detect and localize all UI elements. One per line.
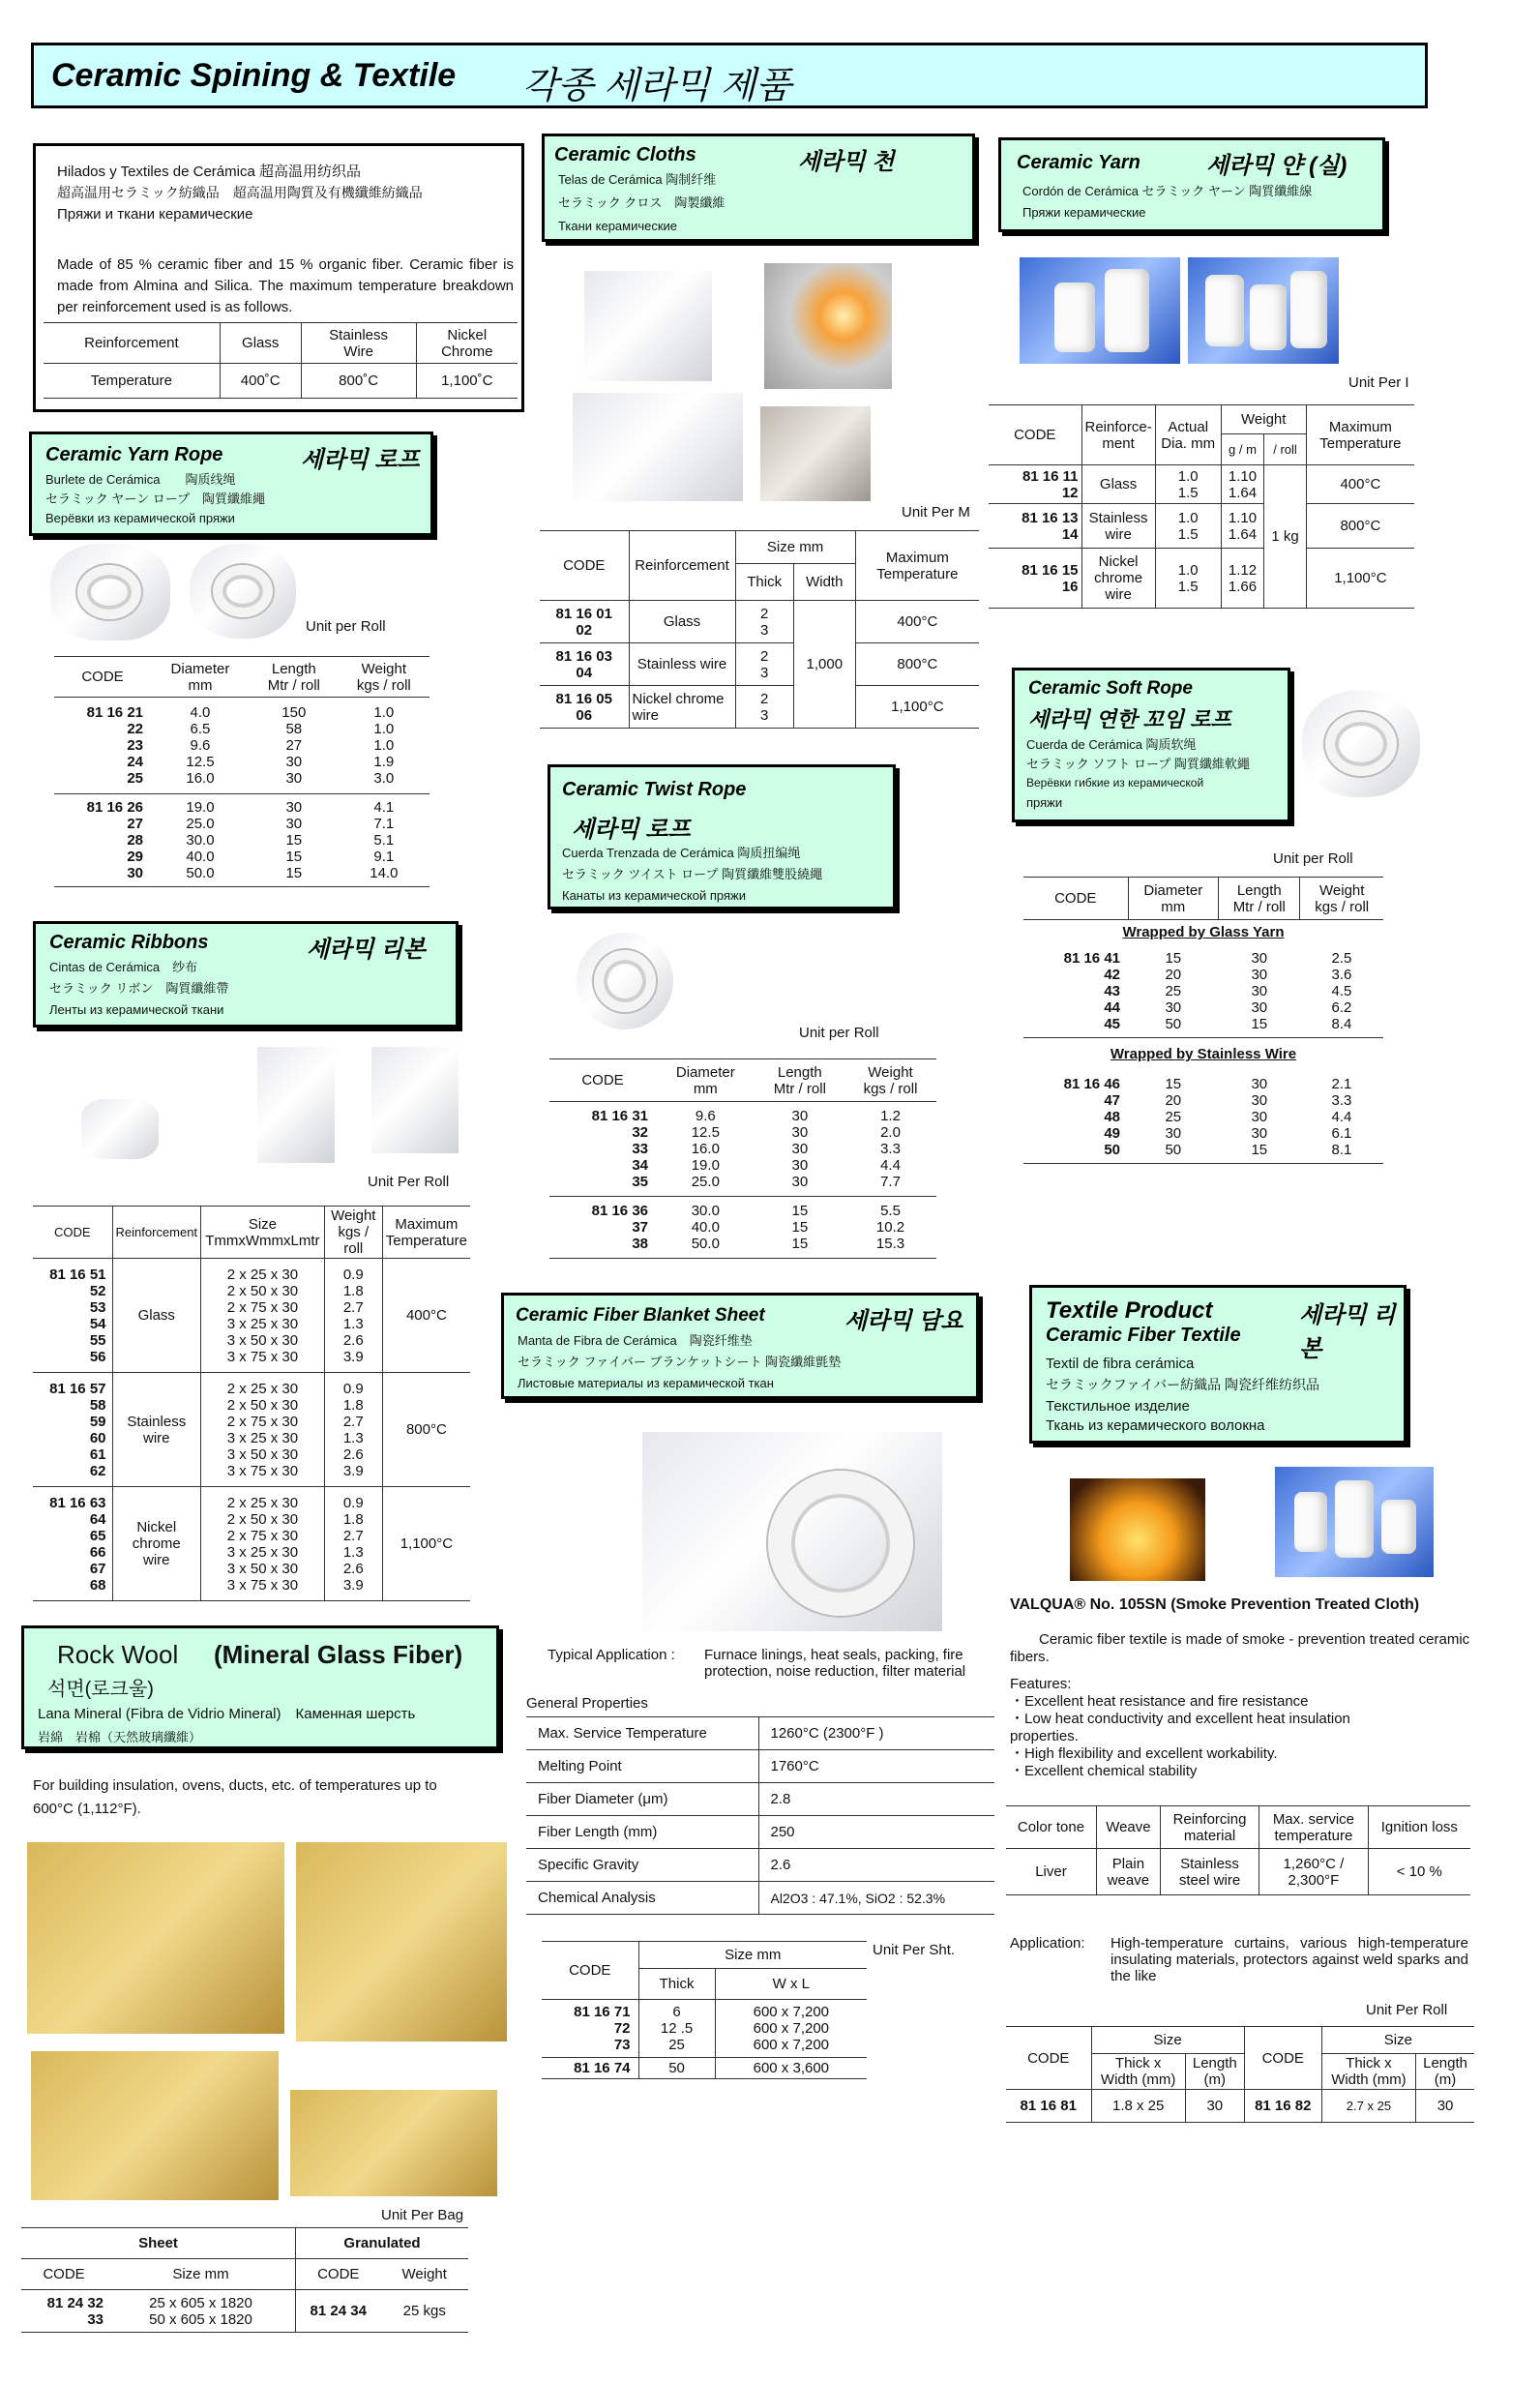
textile-feature-3: ・High flexibility and excellent workability. (1010, 1745, 1278, 1762)
th: g / m (1221, 434, 1264, 465)
td: 15 15 15 (755, 1197, 844, 1259)
td: 2.1 3.3 4.4 6.1 8.1 (1300, 1071, 1383, 1164)
blanket-typical-label: Typical Application : (548, 1647, 675, 1663)
td: 4.1 7.1 5.1 9.1 14.0 (339, 794, 429, 887)
blanket-size-table (542, 1941, 867, 2079)
td: 81 16 15 16 (989, 549, 1081, 609)
td: Specific Gravity (526, 1849, 758, 1882)
th: Length Mtr / roll (755, 1059, 844, 1102)
rock-wool-table (21, 2227, 468, 2333)
td: 1.0 1.5 (1155, 549, 1221, 609)
textile-subtitle-en: Ceramic Fiber Textile (1046, 1325, 1241, 1346)
td: 30 30 30 30 30 (755, 1102, 844, 1197)
td: Liver (1006, 1849, 1096, 1895)
blanket-title-ko: 세라믹 담요 (844, 1308, 963, 1334)
yarn-rope-line-3: Верёвки из керамической пряжи (45, 511, 235, 525)
th: Weight kgs / roll (1300, 878, 1383, 920)
cloths-line-1: Telas de Cerámica 陶制纤维 (558, 172, 717, 187)
rock-wool-title-en: Rock Wool (57, 1640, 179, 1669)
td: 1.0 1.5 (1155, 504, 1221, 549)
textile-photo-fire (1070, 1478, 1205, 1581)
soft-rope-line-2: セラミック ソフト ロープ 陶質纖維軟繩 (1026, 757, 1250, 771)
textile-feature-2-text: Low heat conductivity and excellent heat insulation properties. (1010, 1711, 1350, 1744)
td: 81 24 32 33 (21, 2290, 106, 2333)
td: 1,100°C (1306, 549, 1414, 609)
ribbons-photo-2 (257, 1047, 335, 1163)
yarn-unit: Unit Per I (1348, 374, 1409, 391)
td: 1.10 1.64 (1221, 465, 1264, 504)
twist-rope-table (549, 1058, 936, 1259)
td: 5.5 10.2 15.3 (844, 1197, 936, 1259)
textile-title-ko: 세라믹 리본 (1299, 1302, 1396, 1362)
td: 19.0 25.0 30.0 40.0 50.0 (151, 794, 250, 887)
td: 1,100°C (855, 686, 979, 729)
td: 1.2 2.0 3.3 4.4 7.7 (844, 1102, 936, 1197)
td: Nickel chrome wire (112, 1487, 201, 1601)
td: 30 30 15 15 15 (250, 794, 339, 887)
th: CODE (542, 1942, 638, 2000)
th: Size (1091, 2027, 1244, 2054)
cloths-line-3: Ткани керамические (558, 219, 678, 233)
rock-wool-title-paren: (Mineral Glass Fiber) (214, 1640, 463, 1669)
td: 1.10 1.64 (1221, 504, 1264, 549)
td: 0.9 1.8 2.7 1.3 2.6 3.9 (324, 1487, 382, 1601)
cloths-photo-2 (764, 263, 892, 389)
soft-rope-line-4: пряжи (1026, 795, 1063, 810)
td: Nickel chrome wire (1081, 549, 1155, 609)
td: Melting Point (526, 1750, 758, 1783)
th: CODE (540, 531, 629, 601)
td: 1 kg (1264, 465, 1307, 609)
td: Wrapped by Glass Yarn (1023, 920, 1383, 945)
td: 800°C (382, 1373, 470, 1487)
td: 81 16 51 52 53 54 55 56 (33, 1259, 112, 1373)
td: Fiber Length (mm) (526, 1816, 758, 1849)
td: 30 (1185, 2090, 1244, 2123)
th: Length (m) (1416, 2054, 1474, 2090)
textile-unit: Unit Per Roll (1366, 2002, 1448, 2018)
td: 0.9 1.8 2.7 1.3 2.6 3.9 (324, 1259, 382, 1373)
th: CODE (21, 2259, 106, 2290)
th: Diameter mm (151, 657, 250, 698)
page-header (31, 43, 1428, 108)
ribbons-table (33, 1206, 470, 1601)
cell: Glass (220, 323, 301, 364)
th: Ignition loss (1368, 1806, 1470, 1849)
ribbons-unit: Unit Per Roll (368, 1174, 450, 1190)
soft-rope-title-ko: 세라믹 연한 꼬임 로프 (1028, 707, 1231, 731)
td: < 10 % (1368, 1849, 1470, 1895)
blanket-unit: Unit Per Sht. (873, 1942, 956, 1958)
td: 2 x 25 x 30 2 x 50 x 30 2 x 75 x 30 3 x 25 x 30 3 x 50 x 30 3 x 75 x 30 (201, 1259, 325, 1373)
cell: 800˚C (301, 364, 416, 399)
th: W x L (715, 1969, 867, 2000)
td: Plain weave (1096, 1849, 1160, 1895)
th: Reinforcement (112, 1207, 201, 1259)
twist-rope-line-2: セラミック ツイスト ロープ 陶質纖維雙股繞繩 (562, 867, 823, 881)
td: Glass (112, 1259, 201, 1373)
yarn-photo-1 (1020, 257, 1180, 364)
td: 50 (638, 2058, 715, 2079)
yarn-rope-title-en: Ceramic Yarn Rope (45, 444, 223, 465)
td: 4.0 6.5 9.6 12.5 16.0 (151, 698, 250, 794)
blanket-photo (642, 1432, 942, 1631)
td: 30 30 30 30 15 (1219, 945, 1300, 1038)
cell: Stainless Wire (301, 323, 416, 364)
th: Max. service temperature (1259, 1806, 1369, 1849)
textile-features-label: Features: (1010, 1676, 1072, 1692)
textile-feature-1: ・Excellent heat resistance and fire resistance (1010, 1693, 1309, 1710)
soft-rope-line-3: Верёвки гибкие из керамической (1026, 776, 1204, 790)
th: Reinforcement (629, 531, 735, 601)
td: 600 x 7,200 600 x 7,200 600 x 7,200 (715, 2000, 867, 2058)
th: Sheet (21, 2228, 296, 2259)
textile-line-2: セラミックファイバー紡織品 陶瓷纤维纺织品 (1046, 1377, 1320, 1392)
rock-wool-title-box (21, 1625, 499, 1749)
td: 2 3 (735, 601, 793, 643)
td: 30 30 30 30 15 (1219, 1071, 1300, 1164)
td: 400°C (1306, 465, 1414, 504)
th: CODE (989, 405, 1081, 465)
ribbons-title-ko: 세라믹 리본 (307, 937, 426, 963)
th: Size (1321, 2027, 1474, 2054)
textile-feature-2: ・Low heat conductivity and excellent heat insulation properties. (1010, 1711, 1350, 1744)
td: 2 x 25 x 30 2 x 50 x 30 2 x 75 x 30 3 x 25 x 30 3 x 50 x 30 3 x 75 x 30 (201, 1487, 325, 1601)
td: 25 kgs (381, 2290, 469, 2333)
th: Weight kgs / roll (844, 1059, 936, 1102)
td: 15 20 25 30 50 (1128, 945, 1219, 1038)
ribbons-line-2: セラミック リボン 陶質纖維帶 (49, 981, 229, 996)
td: 150 58 27 30 30 (250, 698, 339, 794)
header-title-en: Ceramic Spining & Textile (51, 57, 457, 94)
rock-wool-photo-4 (290, 2090, 497, 2196)
cell: 1,100˚C (416, 364, 518, 399)
header-title-ko: 각종 세라믹 제품 (522, 66, 792, 106)
td: 6 12 .5 25 (638, 2000, 715, 2058)
td: 30.0 40.0 50.0 (656, 1197, 755, 1259)
th: Size TmmxWmmxLmtr (201, 1207, 325, 1259)
td: 81 16 41 42 43 44 45 (1023, 945, 1128, 1038)
blanket-props-table (526, 1716, 994, 1915)
soft-rope-title-box (1012, 668, 1290, 822)
td: 800°C (1306, 504, 1414, 549)
th: CODE (1244, 2027, 1321, 2090)
td: 30 (1416, 2090, 1474, 2123)
td: 81 16 01 02 (540, 601, 629, 643)
cell: Nickel Chrome (416, 323, 518, 364)
td: 2 3 (735, 686, 793, 729)
textile-feature-4-text: Excellent chemical stability (1024, 1763, 1198, 1779)
intro-description: Made of 85 % ceramic fiber and 15 % organic fiber. Ceramic fiber is made from Almina and Silica. The maximum temperature breakdown per reinforcement used is as follows. (57, 256, 514, 315)
td: 81 16 21 22 23 24 25 (54, 698, 151, 794)
td: Nickel chrome wire (629, 686, 735, 729)
td: 1.0 1.5 (1155, 465, 1221, 504)
th: Length Mtr / roll (1219, 878, 1300, 920)
rock-wool-unit: Unit Per Bag (381, 2207, 464, 2223)
td: 1.8 x 25 (1091, 2090, 1185, 2123)
twist-rope-photo (577, 933, 673, 1029)
yarn-title-ko: 세라믹 얀 (실) (1206, 153, 1348, 179)
intro-line-1: Hilados y Textiles de Cerámica 超高温用纺织品 (57, 164, 361, 180)
soft-rope-table (1023, 877, 1383, 1164)
th: Thick x Width (mm) (1321, 2054, 1415, 2090)
th: Thick x Width (mm) (1091, 2054, 1185, 2090)
td: 1.12 1.66 (1221, 549, 1264, 609)
td: 81 16 11 12 (989, 465, 1081, 504)
rock-wool-photo-1 (27, 1842, 284, 2034)
intro-line-2: 超高温用セラミック紡織品 超高温用陶質及有機纖維紡織品 (57, 185, 423, 200)
cloths-title-ko: 세라믹 천 (798, 149, 895, 175)
textile-title-en: Textile Product (1046, 1297, 1213, 1324)
td: 1760°C (758, 1750, 994, 1783)
th: Maximum Temperature (855, 531, 979, 601)
rock-wool-photo-3 (31, 2051, 279, 2200)
td: 81 16 81 (1006, 2090, 1091, 2123)
td: 1260°C (2300°F ) (758, 1717, 994, 1750)
intro-temp-table (44, 322, 518, 399)
td: 1,000 (793, 601, 855, 729)
yarn-title-box (998, 137, 1385, 232)
soft-rope-photo (1302, 691, 1420, 797)
textile-title-box (1029, 1285, 1407, 1444)
ribbons-line-3: Ленты из керамической ткани (49, 1002, 224, 1017)
td: 81 16 63 64 65 66 67 68 (33, 1487, 112, 1601)
cell: 400˚C (220, 364, 301, 399)
th: Thick (638, 1969, 715, 2000)
td: Wrapped by Stainless Wire (1023, 1038, 1383, 1071)
td: 1,100°C (382, 1487, 470, 1601)
soft-rope-unit: Unit per Roll (1273, 850, 1353, 867)
ribbons-title-en: Ceramic Ribbons (49, 932, 209, 953)
textile-spec-table (1006, 1805, 1470, 1895)
td: 81 16 71 72 73 (542, 2000, 638, 2058)
td: 600 x 3,600 (715, 2058, 867, 2079)
th: Weave (1096, 1806, 1160, 1849)
td: 81 24 34 (296, 2290, 381, 2333)
th: Reinforcing material (1160, 1806, 1259, 1849)
soft-rope-line-1: Cuerda de Cerámica 陶质软绳 (1026, 737, 1197, 752)
th: CODE (549, 1059, 656, 1102)
blanket-typical-text: Furnace linings, heat seals, packing, fire protection, noise reduction, filter material (704, 1647, 966, 1680)
yarn-title-en: Ceramic Yarn (1017, 152, 1140, 173)
textile-feature-4: ・Excellent chemical stability (1010, 1763, 1198, 1779)
yarn-rope-title-box (29, 432, 433, 536)
textile-app-label: Application: (1010, 1935, 1085, 1952)
cloths-line-2: セラミック クロス 陶製纖維 (558, 195, 726, 210)
blanket-line-2: セラミック ファイバー ブランケットシート 陶瓷纖維氈墊 (518, 1355, 842, 1369)
th: CODE (54, 657, 151, 698)
cloths-photo-1 (584, 271, 712, 381)
twist-rope-title-ko: 세라믹 로프 (572, 817, 691, 843)
yarn-rope-table (54, 656, 429, 887)
th: Weight kgs / roll (339, 657, 429, 698)
td: 15 20 25 30 50 (1128, 1071, 1219, 1164)
th: Thick (735, 564, 793, 601)
th: Length (m) (1185, 2054, 1244, 2090)
td: 1,260°C / 2,300°F (1259, 1849, 1369, 1895)
td: Stainless wire (629, 643, 735, 686)
th: CODE (296, 2259, 381, 2290)
th: Maximum Temperature (382, 1207, 470, 1259)
td: 2.6 (758, 1849, 994, 1882)
td: Chemical Analysis (526, 1882, 758, 1915)
th: Maximum Temperature (1306, 405, 1414, 465)
blanket-line-3: Листовые материалы из керамической ткан (518, 1376, 774, 1390)
ribbons-photo-1 (81, 1099, 159, 1159)
th: Actual Dia. mm (1155, 405, 1221, 465)
td: Stainless wire (1081, 504, 1155, 549)
td: Fiber Diameter (μm) (526, 1783, 758, 1816)
td: 25 x 605 x 1820 50 x 605 x 1820 (106, 2290, 296, 2333)
textile-app-text: High-temperature curtains, various high-temperature insulating materials, protectors against weld sparks and the like (1111, 1935, 1468, 1984)
td: 81 16 13 14 (989, 504, 1081, 549)
th: Color tone (1006, 1806, 1096, 1849)
td: 400°C (855, 601, 979, 643)
td: 250 (758, 1816, 994, 1849)
th: CODE (33, 1207, 112, 1259)
cell: Temperature (44, 364, 220, 399)
td: 1.0 1.0 1.0 1.9 3.0 (339, 698, 429, 794)
td: 81 16 46 47 48 49 50 (1023, 1071, 1128, 1164)
cloths-table (540, 530, 979, 729)
twist-rope-title-box (548, 764, 896, 909)
td: 0.9 1.8 2.7 1.3 2.6 3.9 (324, 1373, 382, 1487)
twist-rope-line-1: Cuerda Trenzada de Cerámica 陶质扭编绳 (562, 846, 801, 860)
yarn-rope-line-2: セラミック ヤーン ロープ 陶質纖維繩 (45, 492, 266, 506)
th: / roll (1264, 434, 1307, 465)
textile-valqua: VALQUA® No. 105SN (Smoke Prevention Treated Cloth) (1010, 1596, 1420, 1613)
blanket-title-box (501, 1293, 979, 1399)
yarn-rope-photo-2 (190, 544, 296, 639)
soft-rope-title-en: Ceramic Soft Rope (1028, 678, 1193, 699)
td: Stainless steel wire (1160, 1849, 1259, 1895)
th: Weight (1221, 405, 1306, 434)
td: 800°C (855, 643, 979, 686)
td: 9.6 12.5 16.0 19.0 25.0 (656, 1102, 755, 1197)
th: Reinforce- ment (1081, 405, 1155, 465)
blanket-line-1: Manta de Fibra de Cerámica 陶瓷纤维垫 (518, 1333, 753, 1348)
td: Glass (629, 601, 735, 643)
td: 81 16 31 32 33 34 35 (549, 1102, 656, 1197)
cloths-title-en: Ceramic Cloths (554, 144, 696, 165)
textile-size-table (1006, 2026, 1474, 2123)
cloths-photo-3 (573, 393, 743, 501)
td: 81 16 74 (542, 2058, 638, 2079)
td: 81 16 36 37 38 (549, 1197, 656, 1259)
cell: Reinforcement (44, 323, 220, 364)
td: 400°C (382, 1259, 470, 1373)
td: 2.8 (758, 1783, 994, 1816)
th: Length Mtr / roll (250, 657, 339, 698)
rock-wool-description: For building insulation, ovens, ducts, etc. of temperatures up to 600°C (1,112°F). (33, 1777, 437, 1817)
th: Weight kgs / roll (324, 1207, 382, 1259)
th: Size mm (638, 1942, 867, 1969)
ribbons-title-box (33, 921, 459, 1028)
td: 81 16 82 (1244, 2090, 1321, 2123)
rock-wool-line-1: 석면(로크울) (47, 1679, 154, 1700)
th: Diameter mm (656, 1059, 755, 1102)
yarn-rope-title-ko: 세라믹 로프 (301, 447, 420, 473)
th: CODE (1006, 2027, 1091, 2090)
rock-wool-line-3: 岩綿 岩棉（天然玻璃纖維） (38, 1730, 202, 1744)
intro-line-3: Пряжи и ткани керамические (57, 206, 253, 223)
td: Glass (1081, 465, 1155, 504)
td: 2 x 25 x 30 2 x 50 x 30 2 x 75 x 30 3 x 25 x 30 3 x 50 x 30 3 x 75 x 30 (201, 1373, 325, 1487)
twist-rope-unit: Unit per Roll (799, 1025, 879, 1041)
th: Size mm (735, 531, 855, 564)
td: 2 3 (735, 643, 793, 686)
textile-line-4: Ткань из керамического волокна (1046, 1417, 1265, 1434)
th: CODE (1023, 878, 1128, 920)
th: Granulated (296, 2228, 469, 2259)
th: Width (793, 564, 855, 601)
yarn-line-1: Cordón de Cerámica セラミック ヤーン 陶質纖維線 (1022, 184, 1313, 198)
td: 81 16 03 04 (540, 643, 629, 686)
th: Diameter mm (1128, 878, 1219, 920)
td: Max. Service Temperature (526, 1717, 758, 1750)
textile-valqua-desc: Ceramic fiber textile is made of smoke - prevention treated ceramic fibers. (1010, 1631, 1470, 1665)
yarn-rope-photo-1 (50, 544, 170, 641)
yarn-rope-unit: Unit per Roll (306, 618, 386, 635)
blanket-title-en: Ceramic Fiber Blanket Sheet (516, 1305, 765, 1326)
yarn-rope-line-1: Burlete de Cerámica 陶质线绳 (45, 472, 236, 487)
textile-line-3: Текстильное изделие (1046, 1398, 1190, 1415)
cloths-title-box (542, 134, 975, 242)
textile-feature-3-text: High flexibility and excellent workability. (1024, 1745, 1278, 1762)
cloths-photo-4 (760, 406, 871, 501)
textile-feature-1-text: Excellent heat resistance and fire resistance (1024, 1693, 1309, 1710)
td: 81 16 26 27 28 29 30 (54, 794, 151, 887)
th: Weight (381, 2259, 469, 2290)
td: 2.5 3.6 4.5 6.2 8.4 (1300, 945, 1383, 1038)
yarn-line-2: Пряжи керамические (1022, 205, 1146, 220)
cloths-unit: Unit Per M (902, 504, 970, 521)
rock-wool-photo-2 (296, 1842, 507, 2041)
td: Stainless wire (112, 1373, 201, 1487)
ribbons-line-1: Cintas de Cerámica 纱布 (49, 960, 198, 974)
th: Size mm (106, 2259, 296, 2290)
twist-rope-title-en: Ceramic Twist Rope (562, 779, 747, 800)
textile-photo-products (1275, 1467, 1434, 1577)
rock-wool-line-2: Lana Mineral (Fibra de Vidrio Mineral) Каменная шерсть (38, 1706, 416, 1722)
blanket-gp-label: General Properties (526, 1695, 648, 1712)
td: Al2O3 : 47.1%, SiO2 : 52.3% (758, 1882, 994, 1915)
twist-rope-line-3: Канаты из керамической пряжи (562, 888, 746, 903)
intro-box (33, 143, 524, 412)
yarn-table (989, 404, 1414, 609)
ribbons-photo-3 (371, 1047, 459, 1153)
textile-line-1: Textil de fibra cerámica (1046, 1356, 1195, 1372)
td: 2.7 x 25 (1321, 2090, 1415, 2123)
td: 81 16 57 58 59 60 61 62 (33, 1373, 112, 1487)
td: 81 16 05 06 (540, 686, 629, 729)
yarn-photo-2 (1188, 257, 1339, 364)
